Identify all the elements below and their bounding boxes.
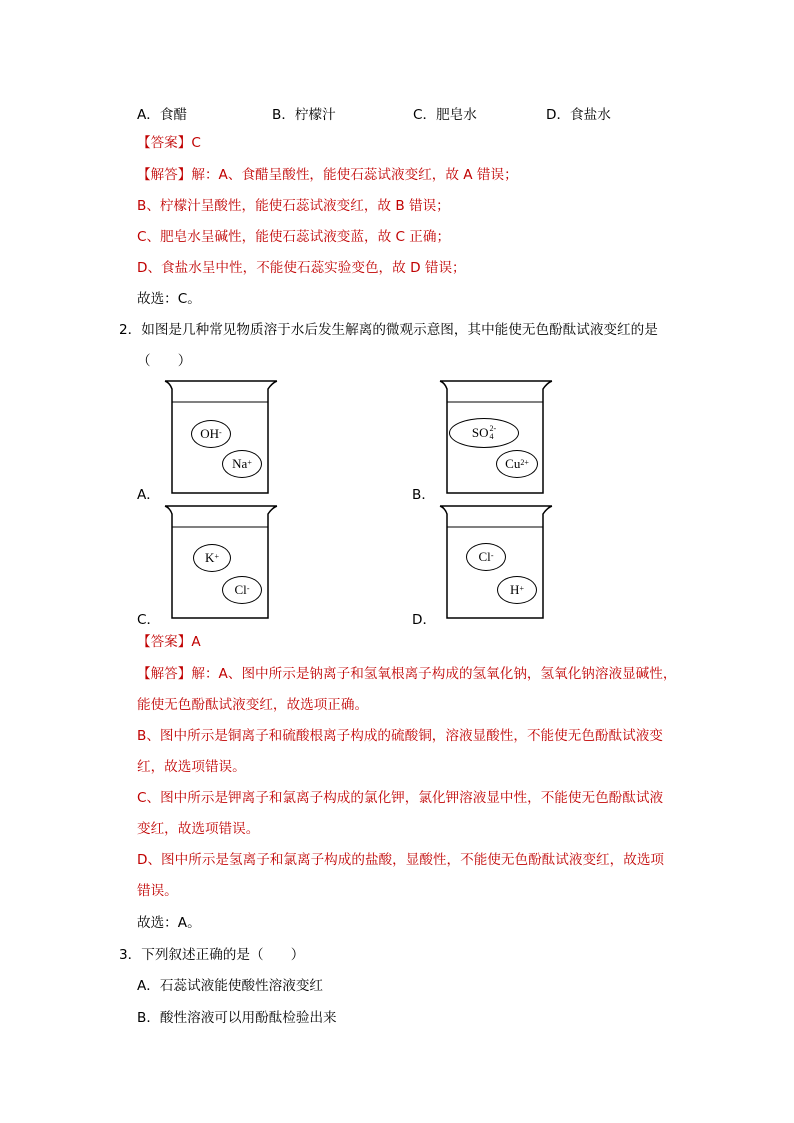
analysis-text: 解：A、图中所示是钠离子和氢氧根离子构成的氢氧化钠，氢氧化钠溶液显碱性， — [191, 666, 677, 682]
answer-value: C — [191, 135, 201, 151]
q1-option-b: B．柠檬汁 — [272, 107, 336, 123]
analysis-text: 解：A、食醋呈酸性，能使石蕊试液变红，故 A 错误； — [191, 167, 518, 183]
q3-option-b: B．酸性溶液可以用酚酞检验出来 — [137, 1010, 337, 1026]
q2-analysis-line-7: D、图中所示是氢离子和氯离子构成的盐酸，显酸性，不能使无色酚酞试液变红，故选项 — [137, 852, 665, 868]
q1-conclusion: 故选：C。 — [137, 291, 201, 307]
q1-analysis-line-3: C、肥皂水呈碱性，能使石蕊试液变蓝，故 C 正确； — [137, 229, 451, 245]
q1-option-c: C．肥皂水 — [413, 107, 477, 123]
q2-analysis-line-3: B、图中所示是铜离子和硫酸根离子构成的硫酸铜，溶液显酸性，不能使无色酚酞试液变 — [137, 728, 663, 744]
ion-cu: Cu $^{2+}$ — [496, 450, 538, 478]
analysis-tag: 【解答】 — [137, 666, 192, 682]
q3-option-a: A．石蕊试液能使酸性溶液变红 — [137, 978, 324, 994]
q1-analysis-line-2: B、柠檬汁呈酸性，能使石蕊试液变红，故 B 错误； — [137, 198, 450, 214]
q2-conclusion: 故选：A。 — [137, 915, 201, 931]
q1-option-d: D．食盐水 — [546, 107, 611, 123]
q1-analysis-line-1 — [137, 166, 518, 184]
ion-k: K + — [193, 544, 231, 572]
q2-answer — [137, 633, 201, 651]
answer-tag: 【答案】 — [137, 634, 192, 650]
ion-so4: SO 2- 4 — [449, 418, 519, 448]
q2-analysis-line-4: 红，故选项错误。 — [137, 759, 246, 775]
ion-cl: Cl - — [222, 576, 262, 604]
ion-na: Na + — [222, 450, 262, 478]
q2-analysis-line-5: C、图中所示是钾离子和氯离子构成的氯化钾，氯化钾溶液显中性，不能使无色酚酞试液 — [137, 790, 664, 806]
ion-cl: Cl - — [466, 543, 506, 571]
q2-stem-bracket: （ ） — [137, 353, 192, 369]
ion-oh: OH - — [191, 420, 231, 448]
q1-option-a: A．食醋 — [137, 107, 188, 123]
q2-analysis-line-6: 变红，故选项错误。 — [137, 821, 260, 837]
beaker-b-label: B． — [412, 487, 435, 503]
beaker-c-label: C． — [137, 612, 161, 628]
q1-analysis-line-4: D、食盐水呈中性，不能使石蕊实验变色，故 D 错误； — [137, 260, 466, 276]
answer-value: A — [191, 634, 201, 650]
q1-answer — [137, 134, 201, 152]
q2-analysis-line-1 — [137, 665, 676, 683]
q2-analysis-line-2: 能使无色酚酞试液变红，故选项正确。 — [137, 697, 369, 713]
q2-analysis-line-8: 错误。 — [137, 883, 178, 899]
beaker-a-label: A． — [137, 487, 160, 503]
beaker-d-label: D． — [412, 612, 437, 628]
answer-tag: 【答案】 — [137, 135, 192, 151]
q2-stem: 2．如图是几种常见物质溶于水后发生解离的微观示意图，其中能使无色酚酞试液变红的是 — [119, 322, 658, 338]
q3-stem: 3．下列叙述正确的是（ ） — [119, 947, 305, 963]
ion-h: H + — [497, 576, 537, 604]
analysis-tag: 【解答】 — [137, 167, 192, 183]
